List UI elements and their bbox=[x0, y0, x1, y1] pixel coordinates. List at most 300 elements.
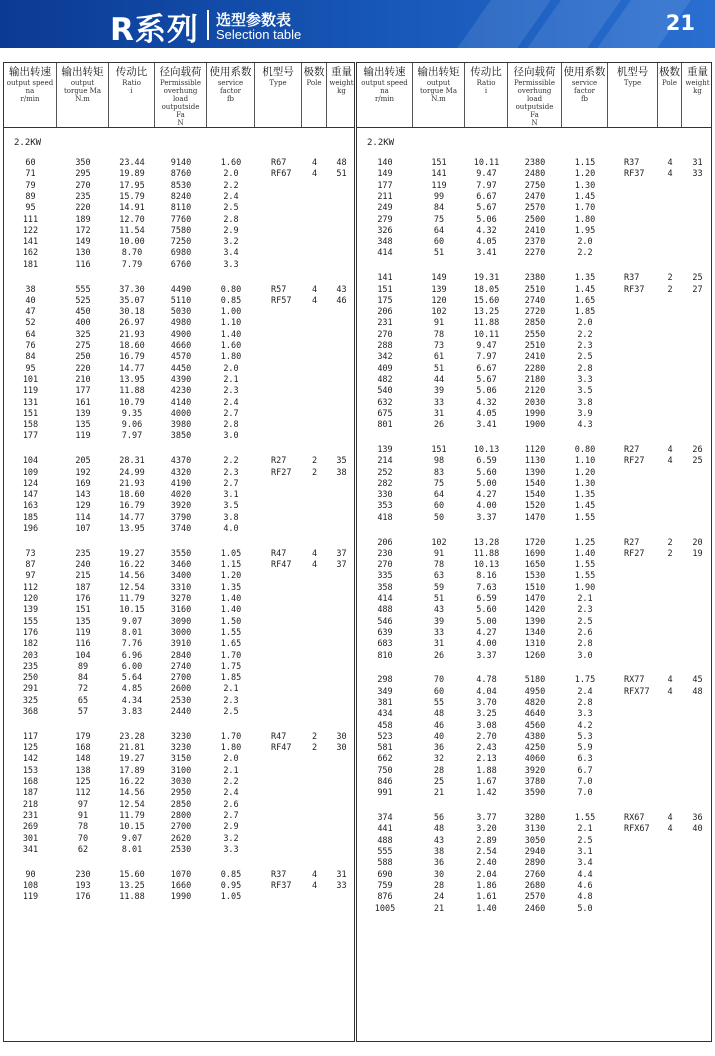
col-torque-value: 141 bbox=[431, 169, 447, 180]
col-speed-value: 342 bbox=[377, 352, 393, 363]
col-speed-value: 124 bbox=[22, 478, 39, 489]
col-overhung-value: 2510 bbox=[524, 341, 546, 351]
col-ratio-value: 9.07 bbox=[121, 616, 143, 627]
weight-value: 37 bbox=[336, 548, 347, 559]
type-value: RFX77 bbox=[624, 686, 650, 697]
col-speed-value: 291 bbox=[22, 684, 39, 695]
col-ratio-value: 5.00 bbox=[476, 616, 497, 627]
table-panel-right bbox=[356, 128, 712, 1042]
col-ratio-value: 17.95 bbox=[119, 180, 145, 191]
pole-value: 4 bbox=[667, 158, 673, 168]
col-overhung-value: 1260 bbox=[524, 650, 546, 661]
col-overhung-value: 2180 bbox=[524, 374, 546, 385]
col-torque-value: 32 bbox=[433, 754, 445, 765]
col-ratio-value: 5.67 bbox=[476, 374, 497, 385]
col-speed-value: 155 bbox=[22, 616, 39, 627]
col-ratio-value: 4.04 bbox=[476, 686, 497, 697]
col-ratio-value: 21.93 bbox=[119, 478, 145, 489]
col-ratio-value: 11.88 bbox=[473, 318, 500, 329]
col-ratio-value: 16.22 bbox=[119, 777, 145, 787]
type-value: RF47 bbox=[271, 743, 292, 754]
col-service-value: 1.20 bbox=[220, 571, 242, 582]
col-ratio-value: 3.41 bbox=[476, 420, 497, 431]
col-service-value: 1.65 bbox=[220, 639, 242, 650]
header-label-en: na bbox=[25, 87, 35, 95]
col-torque-value: 250 bbox=[75, 352, 91, 363]
type-value: RF47 bbox=[271, 560, 292, 571]
col-ratio-value: 19.27 bbox=[119, 548, 145, 559]
weight-value: 43 bbox=[336, 284, 347, 295]
col-service-value: 0.80 bbox=[220, 284, 242, 295]
col-ratio-value: 5.60 bbox=[476, 467, 497, 478]
header-col-overhung bbox=[155, 63, 207, 127]
col-service-value: 3.1 bbox=[223, 490, 239, 501]
col-ratio-value: 4.32 bbox=[476, 397, 497, 408]
col-ratio-value: 12.70 bbox=[119, 214, 145, 225]
power-label: 2.2KW bbox=[14, 138, 42, 148]
col-torque-value: 112 bbox=[75, 788, 91, 799]
col-ratio-value: 28.31 bbox=[119, 456, 145, 467]
col-overhung-value: 2270 bbox=[524, 248, 546, 259]
col-speed-value: 162 bbox=[22, 248, 39, 259]
col-speed-value: 683 bbox=[377, 639, 393, 650]
col-service-value: 1.60 bbox=[220, 341, 242, 351]
col-torque-value: 120 bbox=[431, 295, 447, 306]
col-speed-value: 252 bbox=[377, 467, 393, 478]
weight-value: 20 bbox=[692, 537, 703, 548]
col-torque-value: 325 bbox=[75, 329, 91, 340]
col-overhung-value: 1690 bbox=[524, 548, 546, 559]
header-label-en: N bbox=[531, 119, 538, 127]
col-service-value: 2.1 bbox=[223, 374, 239, 385]
col-service-value: 1.15 bbox=[220, 560, 242, 571]
col-overhung-value: 4370 bbox=[170, 456, 192, 467]
header-col-pole bbox=[302, 63, 327, 127]
weight-value: 37 bbox=[336, 560, 347, 571]
col-ratio-value: 14.56 bbox=[119, 788, 145, 799]
col-service-value: 2.0 bbox=[577, 237, 593, 248]
col-torque-value: 179 bbox=[75, 731, 91, 742]
col-service-value: 2.8 bbox=[577, 639, 593, 650]
col-service-value: 2.6 bbox=[223, 799, 239, 810]
header-label-en: Ratio bbox=[476, 79, 496, 87]
col-speed-value: 523 bbox=[377, 731, 393, 742]
col-service-value: 2.3 bbox=[577, 605, 593, 616]
type-value: RFX67 bbox=[624, 824, 650, 835]
col-speed-value: 108 bbox=[22, 880, 39, 891]
pole-value: 4 bbox=[667, 675, 673, 686]
col-ratio-value: 10.15 bbox=[119, 605, 145, 616]
col-ratio-value: 9.47 bbox=[476, 169, 497, 180]
col-service-value: 1.65 bbox=[574, 295, 596, 306]
col-overhung-value: 2410 bbox=[524, 225, 546, 236]
col-service-value: 1.05 bbox=[220, 892, 242, 903]
col-ratio-value: 13.25 bbox=[473, 307, 500, 318]
col-overhung-value: 2460 bbox=[524, 903, 546, 914]
col-overhung-value: 1530 bbox=[524, 571, 546, 582]
col-overhung-value: 1990 bbox=[524, 408, 546, 419]
col-torque-value: 64 bbox=[433, 225, 445, 236]
col-service-value: 2.1 bbox=[577, 594, 593, 604]
header-label-zh: 使用系数 bbox=[209, 66, 252, 78]
header-label-en: Permissible bbox=[159, 79, 202, 87]
col-service-value: 3.2 bbox=[223, 833, 239, 844]
pole-value: 2 bbox=[667, 548, 673, 559]
col-ratio-value: 2.40 bbox=[476, 858, 497, 869]
col-service-value: 2.5 bbox=[577, 835, 593, 846]
header-label-en: service bbox=[571, 79, 598, 87]
header-label-en: r/min bbox=[374, 95, 395, 103]
col-service-value: 3.3 bbox=[577, 374, 593, 385]
col-ratio-value: 1.88 bbox=[476, 765, 497, 776]
header-label-zh: 机型号 bbox=[616, 66, 649, 78]
col-service-value: 2.7 bbox=[223, 810, 239, 821]
col-ratio-value: 35.07 bbox=[119, 295, 145, 306]
col-speed-value: 60 bbox=[25, 158, 36, 168]
header-banner bbox=[0, 0, 715, 48]
col-torque-value: 116 bbox=[75, 259, 91, 270]
col-speed-value: 52 bbox=[25, 318, 36, 329]
col-ratio-value: 13.95 bbox=[119, 524, 145, 534]
pole-value: 2 bbox=[311, 467, 318, 478]
col-ratio-value: 19.27 bbox=[119, 754, 145, 765]
col-speed-value: 368 bbox=[22, 707, 39, 717]
col-overhung-value: 2890 bbox=[524, 858, 546, 869]
col-ratio-value: 5.06 bbox=[476, 386, 497, 397]
col-ratio-value: 21.81 bbox=[119, 743, 145, 754]
col-service-value: 2.4 bbox=[577, 686, 593, 697]
col-speed-value: 175 bbox=[377, 295, 393, 306]
header-label-en: Ratio bbox=[122, 79, 141, 87]
col-speed-value: 131 bbox=[22, 397, 39, 408]
header-label-en: load bbox=[172, 95, 189, 103]
col-ratio-value: 2.70 bbox=[476, 731, 497, 742]
col-speed-value: 341 bbox=[22, 844, 39, 855]
col-ratio-value: 18.60 bbox=[119, 490, 145, 501]
col-speed-value: 151 bbox=[377, 284, 393, 295]
col-torque-value: 215 bbox=[75, 571, 91, 582]
col-speed-value: 117 bbox=[22, 731, 39, 742]
header-col-service bbox=[207, 63, 255, 127]
col-service-value: 4.4 bbox=[577, 869, 593, 880]
col-speed-value: 418 bbox=[377, 512, 393, 523]
col-ratio-value: 4.78 bbox=[476, 675, 497, 686]
col-ratio-value: 13.28 bbox=[473, 537, 500, 548]
col-speed-value: 374 bbox=[377, 813, 393, 824]
col-torque-value: 84 bbox=[77, 673, 89, 684]
type-value: RF57 bbox=[271, 295, 292, 306]
col-speed-value: 119 bbox=[22, 892, 39, 903]
col-overhung-value: 2030 bbox=[524, 397, 546, 408]
col-torque-value: 119 bbox=[75, 431, 91, 442]
weight-value: 27 bbox=[692, 284, 703, 295]
col-overhung-value: 3460 bbox=[170, 560, 192, 571]
col-overhung-value: 3160 bbox=[170, 605, 192, 616]
col-ratio-value: 9.07 bbox=[121, 833, 143, 844]
col-ratio-value: 26.97 bbox=[119, 318, 145, 329]
col-service-value: 5.9 bbox=[577, 743, 593, 754]
col-torque-value: 65 bbox=[77, 695, 89, 706]
col-speed-value: 182 bbox=[22, 639, 39, 650]
header-label-zh: 输出转矩 bbox=[61, 66, 104, 78]
col-service-value: 2.2 bbox=[577, 248, 593, 259]
col-torque-value: 70 bbox=[433, 675, 445, 686]
col-speed-value: 381 bbox=[377, 697, 393, 708]
pole-value: 2 bbox=[311, 731, 318, 742]
col-overhung-value: 1470 bbox=[524, 512, 546, 523]
col-torque-value: 60 bbox=[433, 501, 445, 512]
header-col-torque bbox=[57, 63, 109, 127]
col-speed-value: 218 bbox=[22, 799, 39, 810]
col-speed-value: 141 bbox=[22, 237, 39, 248]
header-label-en: torgue Ma bbox=[419, 87, 458, 95]
type-value: RX77 bbox=[624, 675, 645, 686]
header-label-en: Permissible bbox=[513, 79, 556, 87]
col-torque-value: 39 bbox=[433, 616, 445, 627]
col-ratio-value: 1.42 bbox=[476, 788, 497, 799]
col-overhung-value: 1720 bbox=[524, 537, 546, 548]
col-overhung-value: 3230 bbox=[170, 731, 192, 742]
col-service-value: 3.0 bbox=[577, 650, 593, 661]
header-label-en: Type bbox=[623, 79, 642, 87]
col-torque-value: 102 bbox=[431, 307, 447, 318]
col-service-value: 3.5 bbox=[577, 386, 593, 397]
col-ratio-value: 6.67 bbox=[476, 191, 497, 202]
col-speed-value: 140 bbox=[377, 158, 393, 168]
col-speed-value: 269 bbox=[22, 822, 39, 833]
col-speed-value: 546 bbox=[377, 616, 393, 627]
pole-value: 2 bbox=[667, 537, 673, 548]
col-overhung-value: 4250 bbox=[524, 743, 546, 754]
col-overhung-value: 3090 bbox=[170, 616, 192, 627]
col-service-value: 0.85 bbox=[220, 869, 242, 880]
col-speed-value: 151 bbox=[22, 408, 39, 419]
col-speed-value: 125 bbox=[22, 743, 39, 754]
col-torque-value: 75 bbox=[433, 214, 445, 225]
col-torque-value: 400 bbox=[75, 318, 91, 329]
col-speed-value: 71 bbox=[25, 169, 36, 180]
col-ratio-value: 1.86 bbox=[476, 880, 497, 891]
col-speed-value: 458 bbox=[377, 720, 393, 731]
col-service-value: 1.55 bbox=[574, 560, 596, 571]
col-ratio-value: 9.35 bbox=[121, 408, 143, 419]
col-overhung-value: 4900 bbox=[170, 329, 192, 340]
header-label-zh: 极数 bbox=[659, 66, 680, 78]
header-col-ratio bbox=[465, 63, 508, 127]
col-ratio-value: 8.01 bbox=[121, 844, 143, 855]
col-ratio-value: 4.27 bbox=[476, 490, 497, 501]
col-service-value: 1.35 bbox=[220, 582, 242, 593]
col-service-value: 1.85 bbox=[574, 307, 596, 318]
col-overhung-value: 2850 bbox=[170, 799, 192, 810]
col-torque-value: 63 bbox=[433, 571, 445, 582]
col-overhung-value: 4560 bbox=[524, 720, 546, 731]
col-service-value: 2.3 bbox=[223, 467, 239, 478]
col-service-value: 3.4 bbox=[223, 248, 239, 259]
col-speed-value: 230 bbox=[377, 548, 393, 559]
col-speed-value: 139 bbox=[377, 444, 393, 455]
header-label-en: Fa bbox=[530, 111, 539, 119]
pole-value: 4 bbox=[311, 560, 318, 571]
col-torque-value: 99 bbox=[433, 191, 445, 202]
col-speed-value: 76 bbox=[25, 341, 36, 351]
col-ratio-value: 7.76 bbox=[121, 639, 143, 650]
header-label-zh: 使用系数 bbox=[563, 66, 606, 78]
col-ratio-value: 24.99 bbox=[119, 467, 145, 478]
col-overhung-value: 1900 bbox=[524, 420, 546, 431]
col-ratio-value: 10.79 bbox=[119, 397, 145, 408]
col-overhung-value: 2380 bbox=[524, 158, 546, 168]
col-speed-value: 177 bbox=[22, 431, 39, 442]
col-overhung-value: 1540 bbox=[524, 478, 546, 489]
col-service-value: 2.4 bbox=[223, 788, 239, 799]
col-ratio-value: 2.13 bbox=[476, 754, 497, 765]
col-torque-value: 235 bbox=[75, 191, 91, 202]
header-label-en: Pole bbox=[661, 79, 678, 87]
col-overhung-value: 2370 bbox=[524, 237, 546, 248]
col-overhung-value: 2940 bbox=[524, 847, 546, 857]
col-speed-value: 147 bbox=[22, 490, 39, 501]
col-torque-value: 25 bbox=[433, 777, 445, 787]
col-torque-value: 73 bbox=[433, 341, 445, 351]
col-service-value: 2.4 bbox=[223, 397, 239, 408]
type-value: R37 bbox=[624, 273, 640, 284]
col-speed-value: 690 bbox=[377, 869, 393, 880]
col-overhung-value: 1390 bbox=[524, 467, 546, 478]
col-speed-value: 104 bbox=[22, 456, 39, 467]
header-label-en: weight bbox=[685, 79, 710, 87]
header-label-en: N bbox=[177, 119, 184, 127]
col-service-value: 1.00 bbox=[220, 307, 242, 318]
header-label-en: Type bbox=[269, 79, 287, 87]
col-torque-value: 135 bbox=[75, 420, 91, 431]
col-torque-value: 129 bbox=[75, 501, 91, 512]
type-value: RF27 bbox=[271, 467, 292, 478]
col-torque-value: 149 bbox=[431, 273, 447, 284]
col-service-value: 1.10 bbox=[574, 456, 596, 467]
header-label-en: i bbox=[130, 87, 133, 95]
type-value: R47 bbox=[271, 731, 287, 742]
col-torque-value: 75 bbox=[433, 478, 445, 489]
col-service-value: 1.90 bbox=[574, 582, 596, 593]
header-col-speed bbox=[4, 63, 57, 127]
col-service-value: 5.3 bbox=[577, 731, 593, 742]
col-overhung-value: 4980 bbox=[170, 318, 192, 329]
col-torque-value: 168 bbox=[75, 743, 91, 754]
col-speed-value: 335 bbox=[377, 571, 393, 582]
col-speed-value: 325 bbox=[22, 695, 39, 706]
pole-value: 4 bbox=[667, 686, 673, 697]
col-service-value: 1.75 bbox=[574, 675, 596, 686]
col-torque-value: 21 bbox=[433, 903, 445, 914]
col-ratio-value: 9.47 bbox=[476, 341, 497, 351]
header-label-en: kg bbox=[693, 87, 702, 95]
header-label-en: output speed bbox=[6, 79, 54, 87]
col-overhung-value: 2570 bbox=[524, 892, 546, 903]
col-overhung-value: 4390 bbox=[170, 374, 192, 385]
header-label-en: r/min bbox=[20, 95, 40, 103]
weight-value: 33 bbox=[336, 880, 347, 891]
col-speed-value: 801 bbox=[377, 420, 393, 431]
col-service-value: 2.7 bbox=[223, 478, 239, 489]
weight-value: 25 bbox=[692, 273, 703, 284]
col-overhung-value: 5030 bbox=[170, 307, 192, 318]
col-overhung-value: 4450 bbox=[170, 363, 192, 374]
col-torque-value: 57 bbox=[77, 707, 89, 717]
header-col-weight bbox=[682, 63, 713, 127]
col-ratio-value: 1.61 bbox=[476, 892, 497, 903]
col-speed-value: 73 bbox=[25, 548, 36, 559]
col-speed-value: 168 bbox=[22, 777, 39, 787]
type-value: RF37 bbox=[624, 284, 645, 295]
col-overhung-value: 1660 bbox=[170, 880, 192, 891]
series-title: R系列 bbox=[110, 12, 199, 48]
col-overhung-value: 2750 bbox=[524, 180, 546, 191]
header-label-en: service bbox=[217, 79, 244, 87]
col-torque-value: 61 bbox=[433, 352, 445, 363]
col-torque-value: 36 bbox=[433, 858, 445, 869]
col-overhung-value: 2850 bbox=[524, 318, 546, 329]
weight-value: 48 bbox=[336, 158, 347, 168]
col-overhung-value: 2620 bbox=[170, 833, 192, 844]
col-service-value: 1.95 bbox=[574, 225, 596, 236]
type-value: R27 bbox=[624, 537, 640, 548]
col-ratio-value: 11.79 bbox=[119, 594, 145, 604]
col-speed-value: 141 bbox=[377, 273, 393, 284]
col-service-value: 2.2 bbox=[223, 777, 239, 787]
col-speed-value: 101 bbox=[22, 374, 39, 385]
col-overhung-value: 8240 bbox=[170, 191, 192, 202]
col-torque-value: 119 bbox=[431, 180, 447, 191]
col-service-value: 2.1 bbox=[223, 684, 239, 695]
type-value: RX67 bbox=[624, 813, 645, 824]
pole-value: 2 bbox=[311, 743, 318, 754]
header-label-en: N.m bbox=[431, 95, 446, 103]
col-speed-value: 84 bbox=[25, 352, 36, 363]
col-ratio-value: 2.04 bbox=[476, 869, 497, 880]
col-ratio-value: 2.89 bbox=[476, 835, 497, 846]
col-torque-value: 28 bbox=[433, 880, 445, 891]
col-speed-value: 79 bbox=[25, 180, 36, 191]
col-service-value: 6.7 bbox=[577, 765, 593, 776]
col-speed-value: 270 bbox=[377, 560, 393, 571]
col-overhung-value: 2760 bbox=[524, 869, 546, 880]
col-service-value: 4.3 bbox=[577, 420, 593, 431]
header-label-zh: 传动比 bbox=[470, 66, 502, 78]
pole-value: 4 bbox=[311, 869, 318, 880]
col-service-value: 1.60 bbox=[220, 158, 242, 168]
col-torque-value: 48 bbox=[433, 709, 445, 720]
col-service-value: 2.9 bbox=[223, 225, 239, 236]
header-col-torque bbox=[413, 63, 465, 127]
col-ratio-value: 19.89 bbox=[119, 169, 145, 180]
col-service-value: 3.0 bbox=[223, 431, 239, 442]
type-value: R37 bbox=[624, 158, 640, 168]
header-col-speed bbox=[357, 63, 413, 127]
col-torque-value: 235 bbox=[75, 548, 91, 559]
pole-value: 4 bbox=[311, 169, 318, 180]
type-value: R27 bbox=[271, 456, 287, 467]
col-overhung-value: 2530 bbox=[170, 695, 192, 706]
type-value: RF37 bbox=[624, 169, 645, 180]
col-speed-value: 588 bbox=[377, 858, 393, 869]
col-ratio-value: 30.18 bbox=[119, 307, 145, 318]
pole-value: 2 bbox=[311, 456, 318, 467]
col-torque-value: 78 bbox=[77, 822, 89, 833]
col-ratio-value: 14.91 bbox=[119, 203, 145, 214]
type-value: RF67 bbox=[271, 169, 292, 180]
col-service-value: 1.80 bbox=[220, 743, 242, 754]
